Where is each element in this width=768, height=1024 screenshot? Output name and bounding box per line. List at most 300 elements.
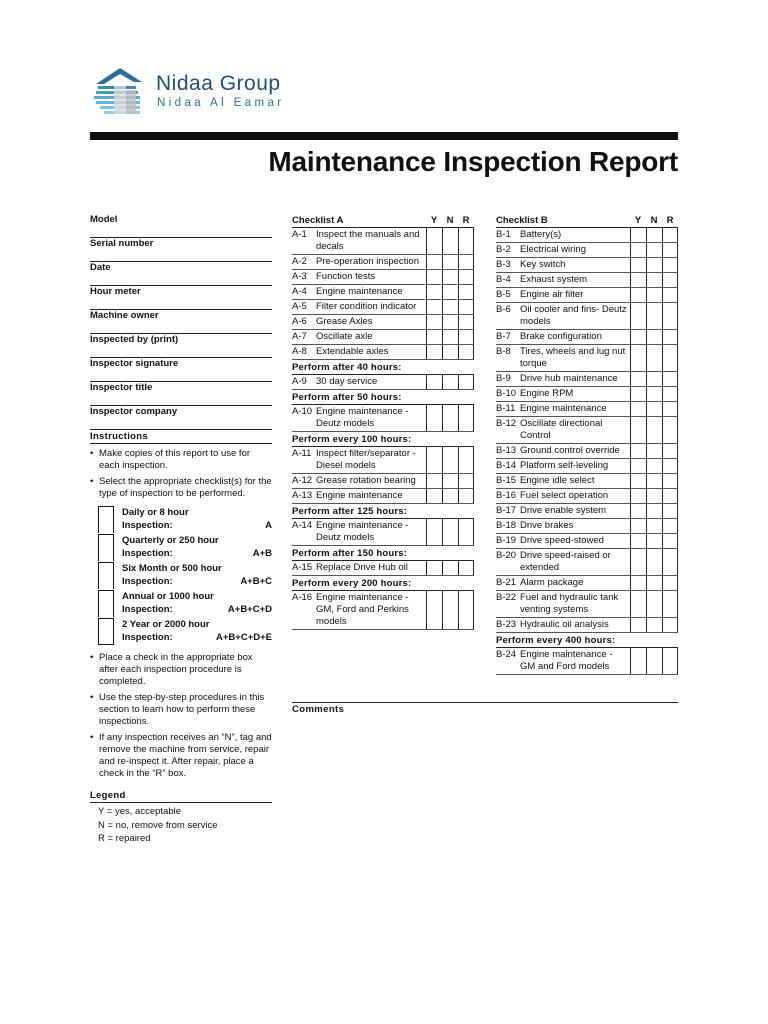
checkbox-y[interactable]: [630, 258, 646, 272]
checkbox-r[interactable]: [458, 270, 474, 284]
checkbox-n[interactable]: [646, 273, 662, 287]
item-code: B-23: [496, 619, 517, 630]
checkbox-y[interactable]: [630, 243, 646, 257]
item-label: Drive hub maintenance: [520, 373, 618, 384]
checkbox-r[interactable]: [458, 375, 474, 389]
checkbox-y[interactable]: [426, 300, 442, 314]
checklist-row-b-11: [496, 402, 678, 417]
instruction-bullet: • Make copies of this report to use for each inspection.: [90, 448, 272, 472]
checkbox-y[interactable]: [630, 303, 646, 329]
item-checkboxes: [426, 447, 474, 473]
checkbox-y[interactable]: [630, 330, 646, 344]
item-checkboxes: [630, 273, 678, 287]
period-heading: Perform after 125 hours:: [292, 504, 474, 519]
checklist-row-b-22: [496, 591, 678, 618]
checklist-row-a-3: [292, 270, 474, 285]
item-label: Electrical wiring: [520, 244, 586, 255]
checkbox-r[interactable]: [662, 519, 678, 533]
item-code: B-12: [496, 418, 517, 429]
field-inspector-company[interactable]: Inspector company: [90, 406, 272, 430]
schedule-text: [114, 590, 272, 618]
checkbox-r[interactable]: [662, 243, 678, 257]
item-checkboxes: [630, 618, 678, 632]
checkbox-r[interactable]: [662, 444, 678, 458]
checklist-row-b-15: [496, 474, 678, 489]
checkbox-r[interactable]: [458, 519, 474, 545]
checkbox-n[interactable]: [646, 330, 662, 344]
field-date[interactable]: Date: [90, 262, 272, 286]
field-inspector-title[interactable]: Inspector title: [90, 382, 272, 406]
checkbox-r[interactable]: [662, 228, 678, 242]
checkbox-y[interactable]: [630, 459, 646, 473]
checkbox-y[interactable]: [426, 489, 442, 503]
checkbox-n[interactable]: [442, 270, 458, 284]
item-label: Engine maintenance - Deutz models: [316, 406, 409, 429]
checkbox-r[interactable]: [458, 405, 474, 431]
item-label: Engine maintenance - GM and Ford models: [520, 649, 613, 672]
checkbox-r[interactable]: [662, 618, 678, 632]
item-code: B-6: [496, 304, 511, 315]
checkbox-y[interactable]: [426, 330, 442, 344]
checkbox-r[interactable]: [662, 576, 678, 590]
item-code: B-8: [496, 346, 511, 357]
item-label: Drive speed-stowed: [520, 535, 604, 546]
checkbox-r[interactable]: [662, 303, 678, 329]
schedule-interval: Quarterly or 250 hour: [122, 535, 219, 546]
checkbox-n[interactable]: [646, 504, 662, 518]
schedule-label: Inspection:: [122, 632, 173, 643]
item-code: A-12: [292, 475, 313, 486]
checkbox-r[interactable]: [662, 459, 678, 473]
checkbox-y[interactable]: [630, 576, 646, 590]
checkbox-r[interactable]: [662, 387, 678, 401]
checkbox-r[interactable]: [458, 489, 474, 503]
item-code: A-13: [292, 490, 313, 501]
checkbox-y[interactable]: [630, 444, 646, 458]
item-code: B-16: [496, 490, 517, 501]
item-checkboxes: [426, 519, 474, 545]
item-code: B-5: [496, 289, 511, 300]
checkbox-n[interactable]: [442, 375, 458, 389]
checkbox-y[interactable]: [630, 402, 646, 416]
legend-item: R = repaired: [98, 833, 151, 844]
checkbox-n[interactable]: [442, 345, 458, 359]
checkbox-n[interactable]: [442, 447, 458, 473]
item-label: Drive enable system: [520, 505, 607, 516]
item-label: Engine maintenance - GM, Ford and Perkins models: [316, 592, 409, 627]
checkbox-r[interactable]: [458, 300, 474, 314]
checkbox-n[interactable]: [442, 330, 458, 344]
instructions-bullets-top: [90, 448, 272, 500]
checkbox-r[interactable]: [662, 504, 678, 518]
item-code: B-2: [496, 244, 511, 255]
item-label: Inspect the manuals and decals: [316, 229, 420, 252]
item-checkboxes: [630, 258, 678, 272]
item-code: B-24: [496, 649, 517, 660]
checkbox-n[interactable]: [442, 300, 458, 314]
checkbox-y[interactable]: [630, 288, 646, 302]
item-code: A-4: [292, 286, 307, 297]
checkbox-n[interactable]: [646, 258, 662, 272]
legend-item: Y = yes, acceptable: [98, 806, 182, 817]
item-checkboxes: [630, 330, 678, 344]
checkbox-r[interactable]: [662, 417, 678, 443]
item-code: A-2: [292, 256, 307, 267]
item-label: Grease Axles: [316, 316, 373, 327]
item-label: Drive brakes: [520, 520, 574, 531]
checkbox-r[interactable]: [662, 591, 678, 617]
inspection-fields: [90, 214, 272, 430]
item-label: Grease rotation bearing: [316, 475, 416, 486]
schedule-interval: Annual or 1000 hour: [122, 591, 214, 602]
checklist-row-a-13: [292, 489, 474, 504]
item-checkboxes: [630, 519, 678, 533]
item-checkboxes: [630, 489, 678, 503]
item-label: Engine maintenance: [316, 286, 403, 297]
checkbox-r[interactable]: [458, 315, 474, 329]
item-code: B-21: [496, 577, 517, 588]
checkbox-y[interactable]: [426, 405, 442, 431]
item-checkboxes: [630, 504, 678, 518]
schedule-text: [114, 562, 272, 590]
checklist-row-b-24: [496, 648, 678, 675]
item-checkboxes: [630, 648, 678, 674]
schedule-label: Inspection:: [122, 520, 173, 531]
checkbox-r[interactable]: [662, 258, 678, 272]
item-label: Alarm package: [520, 577, 584, 588]
legend-item: N = no, remove from service: [98, 819, 218, 831]
comments-label: Comments: [292, 704, 345, 715]
col-y: Y: [634, 215, 642, 226]
checklist-row-a-14: [292, 519, 474, 546]
instructions-heading: Instructions: [90, 431, 272, 444]
schedule-text: [114, 534, 272, 562]
checklist-row-b-16: [496, 489, 678, 504]
item-checkboxes: [630, 576, 678, 590]
item-code: A-9: [292, 376, 307, 387]
item-code: B-13: [496, 445, 517, 456]
checklist-row-a-15: [292, 561, 474, 576]
checkbox-y[interactable]: [630, 273, 646, 287]
checkbox-y[interactable]: [426, 519, 442, 545]
item-code: B-7: [496, 331, 511, 342]
checkbox-y[interactable]: [426, 255, 442, 269]
logo-name: Nidaa Group: [156, 72, 281, 95]
checkbox-n[interactable]: [442, 519, 458, 545]
checkbox-r[interactable]: [458, 447, 474, 473]
instructions-bullets-bottom: [90, 652, 272, 780]
item-code: A-15: [292, 562, 313, 573]
checkbox-n[interactable]: [646, 243, 662, 257]
item-checkboxes: [630, 474, 678, 488]
checkbox-r[interactable]: [458, 330, 474, 344]
col-r: R: [462, 215, 470, 226]
checkbox-r[interactable]: [458, 255, 474, 269]
checkbox-n[interactable]: [646, 402, 662, 416]
checkbox-n[interactable]: [442, 285, 458, 299]
checkbox-n[interactable]: [442, 591, 458, 629]
item-label: Engine RPM: [520, 388, 574, 399]
checkbox-n[interactable]: [442, 474, 458, 488]
checkbox-n[interactable]: [646, 534, 662, 548]
schedule-text: [114, 618, 272, 646]
checkbox-n[interactable]: [646, 387, 662, 401]
checkbox-n[interactable]: [646, 519, 662, 533]
checklist-row-b-3: [496, 258, 678, 273]
checkbox-n[interactable]: [442, 489, 458, 503]
schedule-code: A: [265, 520, 272, 531]
checkbox-y[interactable]: [426, 474, 442, 488]
item-code: B-11: [496, 403, 516, 414]
checkbox-y[interactable]: [426, 375, 442, 389]
checklist-a-title: Checklist A: [292, 215, 344, 226]
checklist-row-b-12: [496, 417, 678, 444]
item-label: Inspect filter/separator - Diesel models: [316, 448, 416, 471]
checklist-row-a-16: [292, 591, 474, 630]
checklist-row-a-7: [292, 330, 474, 345]
checkbox-y[interactable]: [426, 345, 442, 359]
schedule-code: A+B+C+D: [227, 604, 272, 615]
checkbox-n[interactable]: [442, 255, 458, 269]
checkbox-r[interactable]: [458, 285, 474, 299]
item-checkboxes: [426, 474, 474, 488]
checkbox-n[interactable]: [646, 618, 662, 632]
item-label: Hydraulic oil analysis: [520, 619, 609, 630]
item-label: Ground control override: [520, 445, 620, 456]
checklist-row-a-1: [292, 228, 474, 255]
schedule-code: A+B+C: [240, 576, 272, 587]
item-label: Drive speed-raised or extended: [520, 550, 611, 573]
item-checkboxes: [426, 300, 474, 314]
checkbox-r[interactable]: [458, 561, 474, 575]
checkbox-n[interactable]: [442, 228, 458, 254]
checklist-row-b-10: [496, 387, 678, 402]
checkbox-y[interactable]: [630, 519, 646, 533]
item-code: A-3: [292, 271, 307, 282]
item-code: A-7: [292, 331, 307, 342]
legend-section: [90, 790, 272, 846]
legend-items: [90, 803, 272, 846]
checklist-row-a-12: [292, 474, 474, 489]
item-code: B-15: [496, 475, 517, 486]
item-label: Function tests: [316, 271, 376, 282]
checkbox-r[interactable]: [662, 402, 678, 416]
item-label: Key switch: [520, 259, 566, 270]
checkbox-y[interactable]: [426, 561, 442, 575]
checkbox-y[interactable]: [426, 270, 442, 284]
schedule-text: [114, 506, 272, 534]
building-logo-icon: [92, 64, 154, 118]
item-code: B-3: [496, 259, 511, 270]
item-label: Filter condition indicator: [316, 301, 417, 312]
checkbox-y[interactable]: [630, 417, 646, 443]
checkbox-y[interactable]: [630, 618, 646, 632]
item-checkboxes: [630, 591, 678, 617]
checkbox-n[interactable]: [442, 405, 458, 431]
item-checkboxes: [426, 345, 474, 359]
period-heading: Perform after 50 hours:: [292, 390, 474, 405]
checklist-row-b-23: [496, 618, 678, 633]
checklist-row-b-21: [496, 576, 678, 591]
col-r: R: [666, 215, 674, 226]
checkbox-y[interactable]: [630, 345, 646, 371]
checkbox-n[interactable]: [646, 591, 662, 617]
comments-section[interactable]: [292, 702, 678, 715]
instruction-bullet: • Select the appropriate checklist(s) for the type of inspection to be performed.: [90, 476, 272, 500]
checkbox-r[interactable]: [662, 489, 678, 503]
item-checkboxes: [630, 534, 678, 548]
item-code: B-1: [496, 229, 511, 240]
checkbox-r[interactable]: [662, 345, 678, 371]
item-label: Platform self-leveling: [520, 460, 609, 471]
item-code: B-10: [496, 388, 517, 399]
field-serial-number[interactable]: Serial number: [90, 238, 272, 262]
schedule-label: Inspection:: [122, 548, 173, 559]
checkbox-n[interactable]: [646, 549, 662, 575]
checklist-row-a-11: [292, 447, 474, 474]
item-checkboxes: [426, 591, 474, 629]
checkbox-r[interactable]: [662, 474, 678, 488]
instructions-section: [90, 431, 272, 780]
checkbox-y[interactable]: [630, 648, 646, 674]
checklist-row-b-9: [496, 372, 678, 387]
field-machine-owner[interactable]: Machine owner: [90, 310, 272, 334]
checkbox-n[interactable]: [646, 303, 662, 329]
item-code: A-14: [292, 520, 313, 531]
checkbox-r[interactable]: [458, 474, 474, 488]
checkbox-n[interactable]: [646, 372, 662, 386]
item-code: A-16: [292, 592, 313, 603]
item-checkboxes: [426, 330, 474, 344]
col-n: N: [650, 215, 658, 226]
checklist-row-a-10: [292, 405, 474, 432]
checkbox-y[interactable]: [630, 228, 646, 242]
checkbox-n[interactable]: [646, 417, 662, 443]
instruction-bullet: • Use the step-by-step procedures in this section to learn how to perform these inspections.: [90, 692, 272, 728]
checkbox-n[interactable]: [646, 288, 662, 302]
item-label: Tires, wheels and lug nut torque: [520, 346, 626, 369]
checkbox-r[interactable]: [662, 288, 678, 302]
checkbox-r[interactable]: [662, 648, 678, 674]
checkbox-n[interactable]: [646, 489, 662, 503]
checkbox-r[interactable]: [662, 273, 678, 287]
item-label: Engine maintenance: [316, 490, 403, 501]
checkbox-y[interactable]: [426, 228, 442, 254]
checkbox-y[interactable]: [630, 534, 646, 548]
checklist-row-a-2: [292, 255, 474, 270]
checklist-row-b-4: [496, 273, 678, 288]
checkbox-y[interactable]: [630, 489, 646, 503]
checklist-row-b-8: [496, 345, 678, 372]
checkbox-n[interactable]: [646, 648, 662, 674]
item-code: A-11: [292, 448, 312, 459]
field-inspected-by-print[interactable]: Inspected by (print): [90, 334, 272, 358]
item-label: Oil cooler and fins- Deutz models: [520, 304, 627, 327]
item-checkboxes: [630, 417, 678, 443]
checkbox-y[interactable]: [630, 474, 646, 488]
checkbox-y[interactable]: [630, 504, 646, 518]
field-inspector-signature[interactable]: Inspector signature: [90, 358, 272, 382]
checkbox-n[interactable]: [646, 474, 662, 488]
checkbox-y[interactable]: [426, 285, 442, 299]
item-checkboxes: [426, 405, 474, 431]
item-label: Oscillate axle: [316, 331, 373, 342]
company-logo: [92, 64, 312, 120]
schedule-code: A+B: [252, 548, 272, 559]
checkbox-n[interactable]: [646, 444, 662, 458]
schedule-checkbox[interactable]: [98, 590, 114, 617]
checkbox-r[interactable]: [662, 549, 678, 575]
field-model[interactable]: Model: [90, 214, 272, 238]
checkbox-y[interactable]: [630, 591, 646, 617]
checkbox-y[interactable]: [630, 387, 646, 401]
item-checkboxes: [630, 387, 678, 401]
schedule-row: [98, 590, 272, 618]
checkbox-n[interactable]: [442, 315, 458, 329]
checkbox-y[interactable]: [426, 591, 442, 629]
item-checkboxes: [426, 315, 474, 329]
header-rule: [90, 132, 678, 140]
checkbox-n[interactable]: [646, 576, 662, 590]
checkbox-y[interactable]: [426, 315, 442, 329]
checkbox-r[interactable]: [458, 345, 474, 359]
period-heading: Perform every 100 hours:: [292, 432, 474, 447]
checkbox-n[interactable]: [646, 228, 662, 242]
checkbox-n[interactable]: [646, 459, 662, 473]
field-hour-meter[interactable]: Hour meter: [90, 286, 272, 310]
schedule-interval: Daily or 8 hour: [122, 507, 189, 518]
checkbox-y[interactable]: [426, 447, 442, 473]
checkbox-r[interactable]: [458, 228, 474, 254]
schedule-checkbox[interactable]: [98, 562, 114, 589]
item-checkboxes: [630, 549, 678, 575]
checkbox-y[interactable]: [630, 372, 646, 386]
schedule-checkbox[interactable]: [98, 534, 114, 561]
checkbox-n[interactable]: [646, 345, 662, 371]
legend-heading: Legend: [90, 790, 272, 803]
checklist-row-a-5: [292, 300, 474, 315]
checkbox-r[interactable]: [662, 330, 678, 344]
checklist-row-b-5: [496, 288, 678, 303]
item-checkboxes: [426, 489, 474, 503]
schedule-row: [98, 562, 272, 590]
item-code: B-20: [496, 550, 517, 561]
schedule-code: A+B+C+D+E: [216, 632, 272, 643]
item-label: Engine air filter: [520, 289, 584, 300]
instruction-bullet: • If any inspection receives an “N”, tag and remove the machine from service, repair and re-inspect it. After repair, place a check in the “R” box.: [90, 732, 272, 780]
item-code: A-8: [292, 346, 307, 357]
item-label: Battery(s): [520, 229, 562, 240]
checkbox-r[interactable]: [458, 591, 474, 629]
item-checkboxes: [426, 561, 474, 575]
checkbox-y[interactable]: [630, 549, 646, 575]
checkbox-n[interactable]: [442, 561, 458, 575]
item-label: Replace Drive Hub oil: [316, 562, 408, 573]
period-heading: Perform after 150 hours:: [292, 546, 474, 561]
logo-subtitle: Nidaa Al Eamar: [157, 97, 285, 109]
schedule-checkbox[interactable]: [98, 618, 114, 645]
item-label: Extendable axles: [316, 346, 389, 357]
checkbox-r[interactable]: [662, 534, 678, 548]
item-label: Engine maintenance - Deutz models: [316, 520, 409, 543]
item-checkboxes: [630, 243, 678, 257]
checklist-b-header: [496, 214, 678, 228]
checkbox-r[interactable]: [662, 372, 678, 386]
schedule-checkbox[interactable]: [98, 506, 114, 533]
item-code: B-17: [496, 505, 517, 516]
item-label: Brake configuration: [520, 331, 602, 342]
item-label: Engine idle select: [520, 475, 595, 486]
